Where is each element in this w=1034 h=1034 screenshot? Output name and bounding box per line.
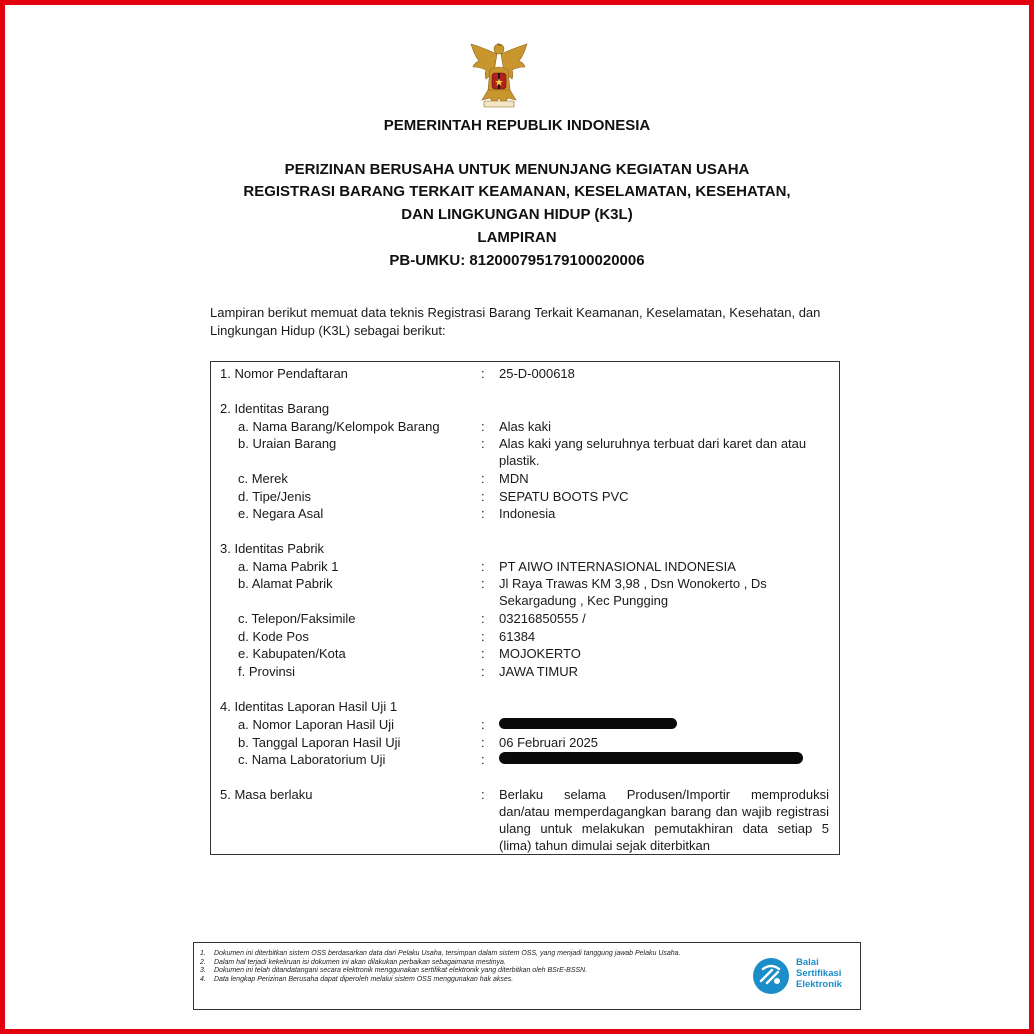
colon: : xyxy=(481,664,485,679)
factory-name-value: PT AIWO INTERNASIONAL INDONESIA xyxy=(499,559,736,574)
colon: : xyxy=(481,436,485,451)
colon: : xyxy=(481,717,485,732)
goods-name-value: Alas kaki xyxy=(499,419,552,434)
footer-note: 1. Dokumen ini diterbitkan sistem OSS berdasarkan data dari Pelaku Usaha, tersimpan dalam sistem OSS, yang menjadi tanggung jawab Pelaku Usaha. xyxy=(200,950,681,957)
footer-note: 2. Dalam hal terjadi kekeliruan isi dokumen ini akan dilakukan perbaikan sebagaimana mestinya. xyxy=(200,958,506,966)
redacted-laboratory-name xyxy=(499,752,803,764)
colon: : xyxy=(481,611,485,626)
regency-city-label: e. Kabupaten/Kota xyxy=(238,646,346,661)
goods-name-label: a. Nama Barang/Kelompok Barang xyxy=(238,419,440,434)
colon: : xyxy=(481,366,485,381)
factory-address-label: b. Alamat Pabrik xyxy=(238,576,333,591)
type-value: SEPATU BOOTS PVC xyxy=(499,489,629,504)
colon: : xyxy=(481,752,485,767)
phone-fax-label: c. Telepon/Faksimile xyxy=(238,611,356,626)
province-value: JAWA TIMUR xyxy=(499,664,578,679)
brand-value: MDN xyxy=(499,471,529,486)
lampiran-heading: LAMPIRAN xyxy=(477,229,557,246)
test-report-number-label: a. Nomor Laporan Hasil Uji xyxy=(238,717,395,732)
pb-umku-number: PB-UMKU: 812000795179100020006 xyxy=(389,252,645,269)
document-title-line3: DAN LINGKUNGAN HIDUP (K3L) xyxy=(401,206,633,223)
colon: : xyxy=(481,419,485,434)
validity-period-label: 5. Masa berlaku xyxy=(220,787,313,802)
province-label: f. Provinsi xyxy=(238,664,296,679)
colon: : xyxy=(481,735,485,750)
postal-code-label: d. Kode Pos xyxy=(238,629,309,644)
document-title-line2: REGISTRASI BARANG TERKAIT KEAMANAN, KESELAMATAN, KESEHATAN, xyxy=(243,183,791,200)
bsre-logo-icon xyxy=(752,957,790,995)
bsre-logo-text: Balai Sertifikasi Elektronik xyxy=(796,957,842,990)
footer-note: 3. Dokumen ini telah ditandatangani secara elektronik menggunakan sertifikat elektronik yang diterbitkan oleh BSrE-BSSN. xyxy=(200,967,588,975)
goods-description-label: b. Uraian Barang xyxy=(238,436,337,451)
test-report-date-value: 06 Februari 2025 xyxy=(499,735,599,750)
type-label: d. Tipe/Jenis xyxy=(238,489,311,504)
colon: : xyxy=(481,646,485,661)
registration-number-label: 1. Nomor Pendaftaran xyxy=(220,366,348,381)
registration-number-value: 25-D-000618 xyxy=(499,366,575,381)
colon: : xyxy=(481,506,485,521)
redacted-report-number xyxy=(499,718,677,729)
footer-notes-box xyxy=(193,942,861,1010)
regency-city-value: MOJOKERTO xyxy=(499,646,581,661)
colon: : xyxy=(481,471,485,486)
validity-period-value: Berlaku selama Produsen/Importir memproduksi dan/atau memperdagangkan barang dan wajib registrasi ulang untuk melakukan pemutakhiran data setiap 5 (lima) tahun dimulai sejak diterbitkan xyxy=(499,787,829,853)
intro-paragraph: Lampiran berikut memuat data teknis Registrasi Barang Terkait Keamanan, Keselamatan, Kesehatan, dan Lingkungan Hidup (K3L) sebagai berikut: xyxy=(210,305,821,338)
colon: : xyxy=(481,787,485,802)
footer-note: 4. Data lengkap Perizinan Berusaha dapat diperoleh melalui sistem OSS menggunakan hak akses. xyxy=(200,975,514,983)
colon: : xyxy=(481,629,485,644)
garuda-emblem-icon xyxy=(466,40,532,108)
goods-description-value: Alas kaki yang seluruhnya terbuat dari karet dan atau plastik. xyxy=(499,436,807,468)
postal-code-value: 61384 xyxy=(499,629,536,644)
footer-notes-list xyxy=(200,950,750,984)
colon: : xyxy=(481,489,485,504)
origin-country-label: e. Negara Asal xyxy=(238,506,324,521)
phone-fax-value: 03216850555 / xyxy=(499,611,586,626)
factory-name-label: a. Nama Pabrik 1 xyxy=(238,559,339,574)
laboratory-name-label: c. Nama Laboratorium Uji xyxy=(238,752,386,767)
brand-label: c. Merek xyxy=(238,471,288,486)
colon: : xyxy=(481,576,485,591)
technical-data-table xyxy=(210,361,840,855)
government-title: PEMERINTAH REPUBLIK INDONESIA xyxy=(383,117,651,134)
document-title-line1: PERIZINAN BERUSAHA UNTUK MENUNJANG KEGIATAN USAHA xyxy=(284,161,750,178)
test-report-heading: 4. Identitas Laporan Hasil Uji 1 xyxy=(220,699,398,714)
colon: : xyxy=(481,559,485,574)
goods-identity-heading: 2. Identitas Barang xyxy=(220,401,330,416)
test-report-date-label: b. Tanggal Laporan Hasil Uji xyxy=(238,735,401,750)
factory-address-value: Jl Raya Trawas KM 3,98 , Dsn Wonokerto , Ds Sekargadung , Kec Pungging xyxy=(499,576,767,608)
factory-identity-heading: 3. Identitas Pabrik xyxy=(220,541,325,556)
origin-country-value: Indonesia xyxy=(499,506,556,521)
